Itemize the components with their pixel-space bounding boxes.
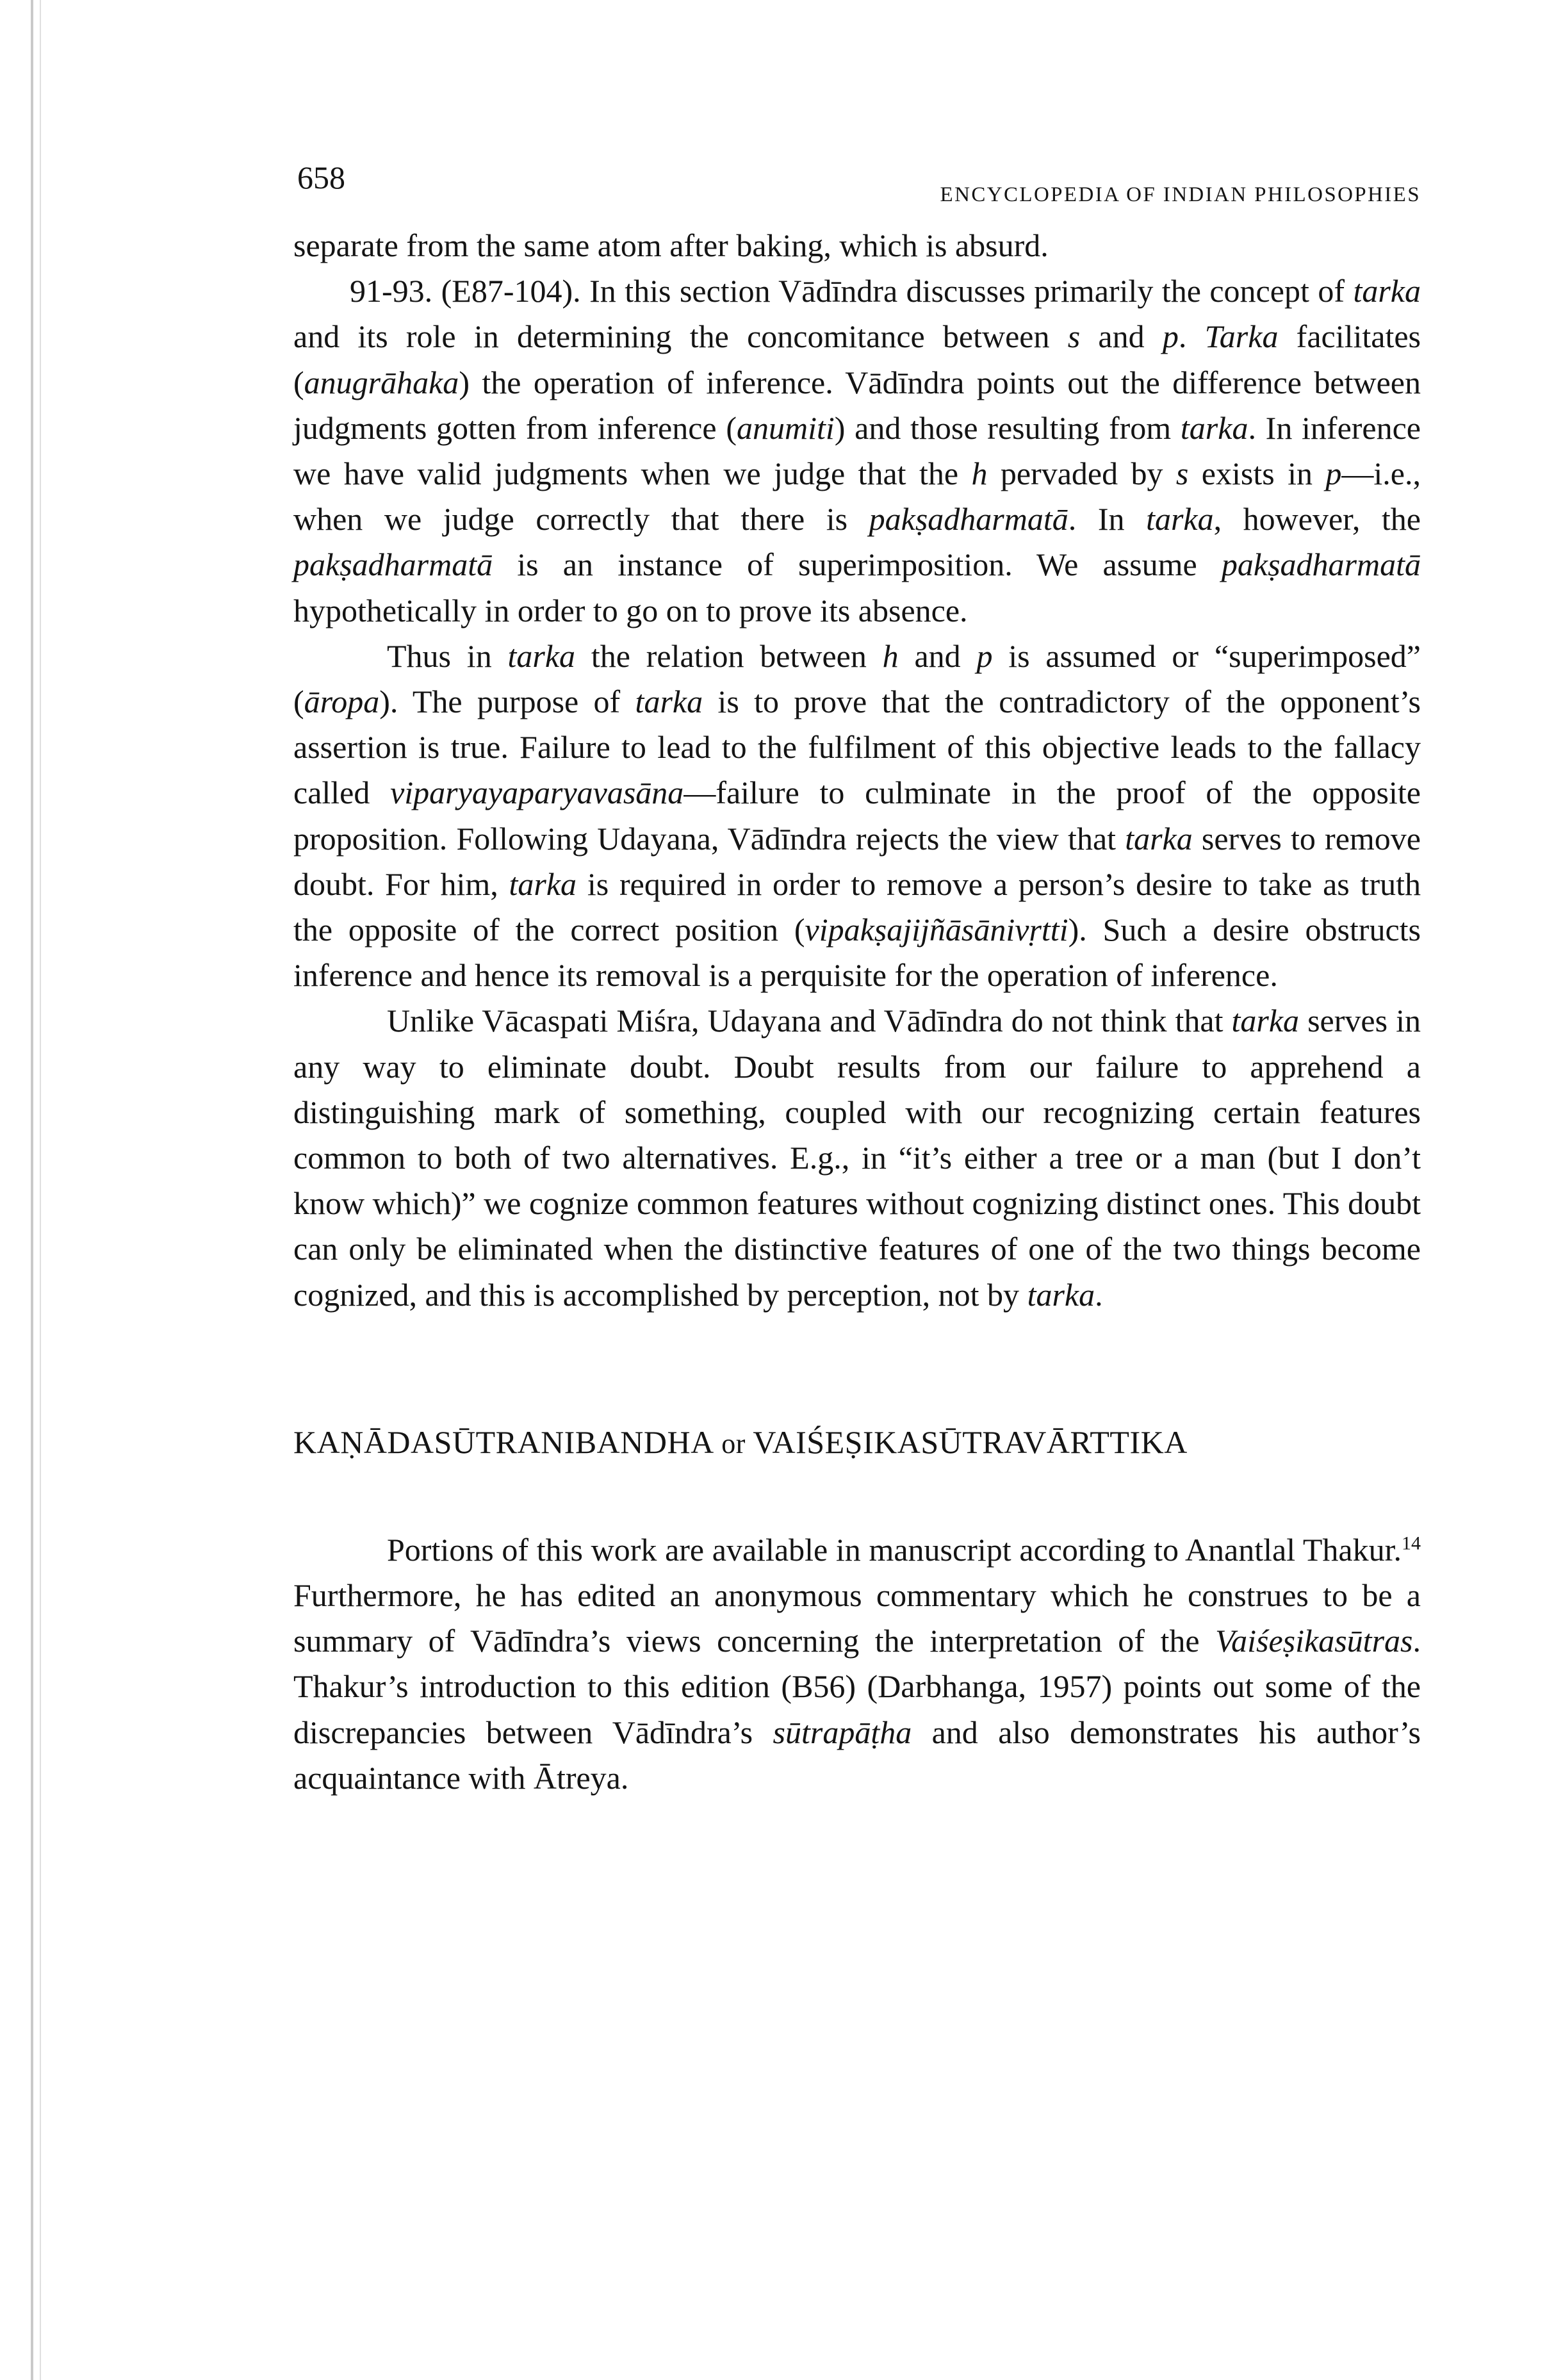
italic-term: pakṣadharmatā — [1221, 546, 1421, 583]
italic-term: h — [882, 637, 899, 674]
text-run: serves in any way to eliminate doubt. Doubt results from our failure to apprehend a distinguishing mark of something, coupled with our recognizing certain features common to both of two alternatives. E.g., in “it’s either a tree or a man (but I don’t know which)” we cognize common features without cognizing distinct ones. This doubt can only be eliminated when the distinctive features of one of the two things become cognized, and this is accomplished by perception, not by — [293, 1003, 1421, 1313]
italic-term: anumiti — [736, 409, 835, 446]
text-run: is an instance of superimposition. We assume — [493, 546, 1222, 583]
italic-term: tarka — [1353, 273, 1421, 309]
text-run: serves to remove doubt. For him, — [293, 820, 1421, 902]
italic-term: anugrāhaka — [304, 364, 459, 400]
text-run: . — [1095, 1276, 1103, 1313]
text-run: Furthermore, he has edited an anonymous commentary which he construes to be a summary of Vādīndra’s views concerning the interpretation of the — [293, 1577, 1421, 1659]
italic-term: Tarka — [1204, 318, 1279, 355]
text-run: , however, the — [1213, 501, 1421, 538]
italic-term: p — [1162, 318, 1179, 355]
text-run: pervaded by — [987, 455, 1176, 492]
text-run: separate from the same atom after baking, which is absurd. — [293, 227, 1049, 263]
text-run: is to prove that the contradictory of the opponent’s assertion is true. Failure to lead to the fulfilment of this objective leads to the fallacy called — [293, 684, 1421, 811]
text-run: ). Such a desire obstructs inference and hence its removal is a perquisite for the operation of inference. — [293, 912, 1421, 994]
italic-term: tarka — [1125, 820, 1193, 857]
italic-term: tarka — [1146, 501, 1214, 538]
italic-term: pakṣadharmatā — [869, 501, 1068, 538]
text-run: Unlike Vācaspati Miśra, Udayana and Vādīndra do not think that — [387, 1003, 1232, 1039]
text-run: —i.e., when we judge correctly that there is — [293, 455, 1421, 538]
italic-term: Vaiśeṣikasūtras — [1215, 1623, 1413, 1659]
text-run: . Thakur’s introduction to this edition (B56) (Darbhanga, 1957) points out some of the discrepancies between Vādīndra’s — [293, 1623, 1421, 1750]
italic-term: tarka — [507, 637, 576, 674]
binding-edge — [31, 0, 33, 2380]
text-run: the relation between — [575, 637, 883, 674]
text-run: ). The purpose of — [379, 684, 635, 720]
paragraph-tarka-relation — [293, 634, 1421, 999]
body-text — [293, 223, 1421, 1318]
italic-term: tarka — [1027, 1276, 1095, 1313]
text-run: hypothetically in order to go on to prove its absence. — [293, 592, 968, 628]
text-run: and its role in determining the concomitance between — [293, 318, 1068, 355]
italic-term: p — [1325, 455, 1342, 492]
italic-term: tarka — [1231, 1003, 1300, 1039]
text-run: . In — [1068, 501, 1147, 538]
text-run: is assumed or “superimposed” ( — [293, 637, 1421, 720]
text-run: ) and those resulting from — [834, 409, 1181, 446]
section-heading-or: or — [714, 1427, 753, 1459]
section-body — [293, 1527, 1421, 1801]
italic-term: vipakṣajijñāsānivṛtti — [805, 912, 1068, 948]
italic-term: tarka — [509, 866, 577, 902]
italic-term: āropa — [304, 684, 380, 720]
footnote-marker: 14 — [1402, 1532, 1421, 1554]
page-number: 658 — [297, 160, 345, 195]
text-run: is required in order to remove a person’s desire to take as truth the opposite of the correct position ( — [293, 866, 1421, 948]
italic-term: s — [1067, 318, 1081, 355]
paragraph-doubt — [293, 998, 1421, 1317]
text-run: facilitates ( — [293, 318, 1421, 400]
text-run: Thus in — [387, 637, 508, 674]
running-head — [293, 154, 1421, 211]
book-page — [293, 154, 1421, 1801]
italic-term: h — [971, 455, 988, 492]
italic-term: sūtrapāṭha — [773, 1714, 912, 1750]
text-run: and — [898, 637, 977, 674]
italic-term: p — [976, 637, 993, 674]
text-run: exists in — [1188, 455, 1326, 492]
text-run: Portions of this work are available in manuscript according to Anantlal Thakur. — [387, 1531, 1402, 1568]
italic-term: viparyayaparyavasāna — [390, 775, 684, 811]
paragraph-continuation — [293, 223, 1421, 268]
section-heading — [293, 1419, 1421, 1467]
italic-term: tarka — [1180, 409, 1248, 446]
running-title: ENCYCLOPEDIA OF INDIAN PHILOSOPHIES — [940, 183, 1421, 206]
text-run: —failure to culminate in the proof of the opposite proposition. Following Udayana, Vādīndra rejects the view that — [293, 775, 1421, 857]
italic-term: pakṣadharmatā — [293, 546, 493, 583]
italic-term: s — [1175, 455, 1189, 492]
text-run: and also demonstrates his author’s acquaintance with Ātreya. — [293, 1714, 1421, 1796]
binding-edge-inner — [40, 0, 41, 2380]
text-run: ) the operation of inference. Vādīndra points out the difference between judgments gotten from inference ( — [293, 364, 1421, 446]
section-heading-title: KAṆĀDASŪTRANIBANDHA — [293, 1424, 714, 1460]
paragraph-portions — [293, 1527, 1421, 1801]
text-run: . — [1178, 318, 1205, 355]
section-heading-alt-title: VAIŚEṢIKASŪTRAVĀRTTIKA — [753, 1424, 1188, 1460]
text-run: . In inference we have valid judgments when we judge that the — [293, 409, 1421, 492]
paragraph-91-93 — [293, 268, 1421, 634]
text-run: and — [1080, 318, 1163, 355]
italic-term: tarka — [635, 684, 703, 720]
text-run: 91-93. (E87-104). In this section Vādīndra discusses primarily the concept of — [350, 273, 1354, 309]
